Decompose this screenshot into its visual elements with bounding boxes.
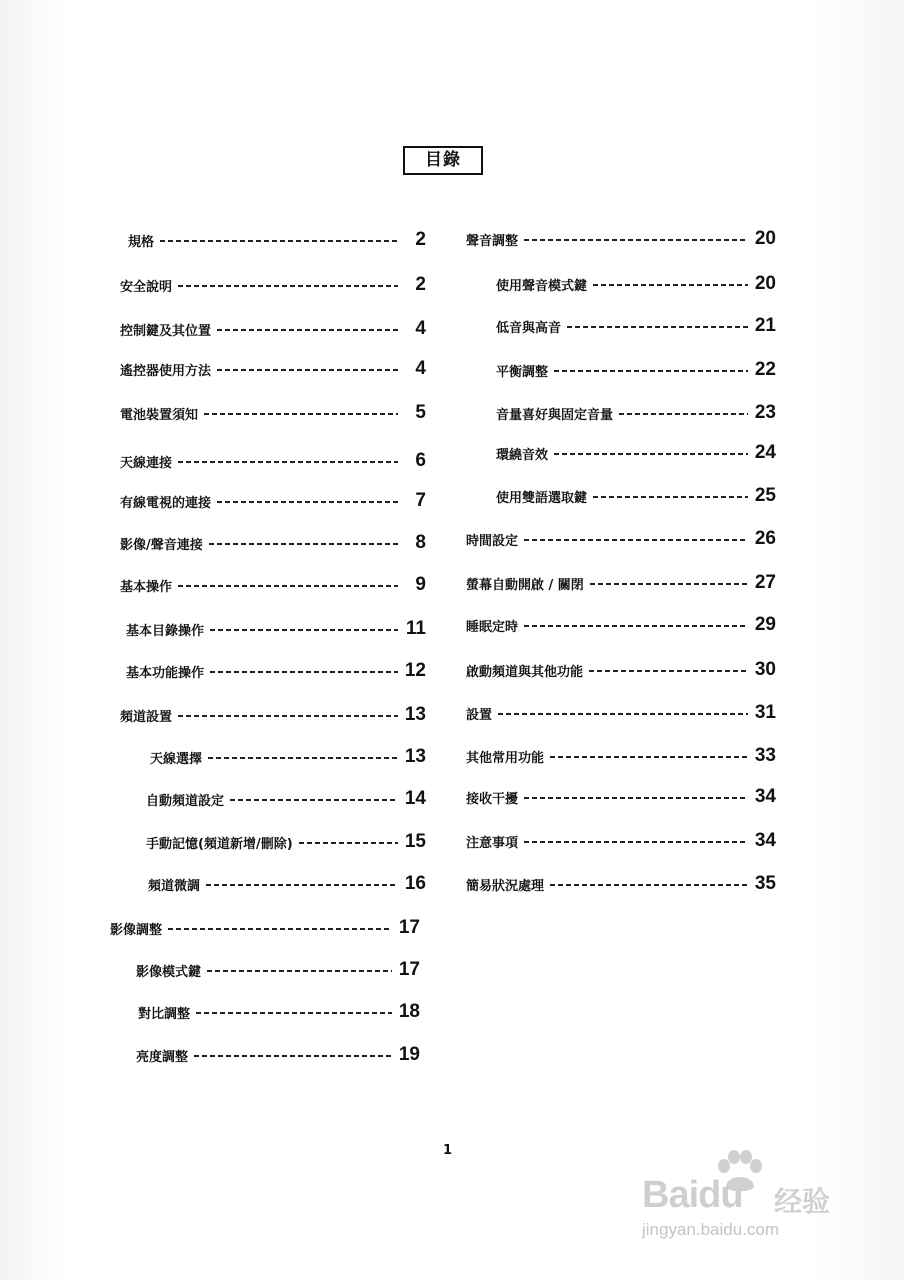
dotted-leader <box>593 284 748 286</box>
toc-entry <box>148 873 426 895</box>
toc-entry-label: 基本操作 <box>120 579 173 595</box>
dotted-leader <box>178 715 398 717</box>
toc-entry-page: 16 <box>404 873 426 894</box>
toc-entry-label: 螢幕自動開啟 / 關閉 <box>466 577 584 593</box>
toc-entry <box>466 228 776 250</box>
toc-entry-label: 低音與高音 <box>496 320 562 336</box>
toc-entry-label: 音量喜好與固定音量 <box>496 407 614 423</box>
dotted-leader <box>210 629 398 631</box>
toc-entry-label: 使用聲音模式鍵 <box>496 278 588 294</box>
dotted-leader <box>207 970 392 972</box>
toc-entry-page: 15 <box>404 831 426 852</box>
toc-entry-page: 2 <box>415 274 426 295</box>
toc-entry-label: 睡眠定時 <box>466 619 519 635</box>
toc-entry <box>466 702 776 724</box>
toc-entry-label: 平衡調整 <box>496 364 549 380</box>
toc-entry <box>466 786 776 808</box>
dotted-leader <box>524 625 748 627</box>
toc-entry-label: 使用雙語選取鍵 <box>496 490 588 506</box>
toc-entry-label: 基本功能操作 <box>126 665 205 681</box>
toc-entry <box>496 359 776 381</box>
toc-entry-page: 4 <box>415 358 426 379</box>
toc-entry-page: 2 <box>415 229 426 250</box>
toc-entry <box>120 358 426 380</box>
toc-entry <box>120 490 426 512</box>
toc-entry-page: 17 <box>398 917 420 938</box>
dotted-leader <box>217 369 398 371</box>
toc-entry-page: 6 <box>415 450 426 471</box>
toc-entry-label: 頻道設置 <box>120 709 173 725</box>
toc-entry-page: 8 <box>415 532 426 553</box>
dotted-leader <box>524 539 748 541</box>
toc-entry <box>466 873 776 895</box>
toc-entry <box>138 1001 420 1023</box>
dotted-leader <box>590 583 748 585</box>
dotted-leader <box>206 884 398 886</box>
toc-entry-label: 環繞音效 <box>496 447 549 463</box>
toc-entry <box>496 402 776 424</box>
toc-entry <box>496 485 776 507</box>
page-shade-left <box>0 0 70 1280</box>
toc-entry <box>126 618 426 640</box>
dotted-leader <box>217 329 398 331</box>
toc-entry-label: 基本目錄操作 <box>126 623 205 639</box>
dotted-leader <box>550 884 748 886</box>
toc-entry <box>146 788 426 810</box>
toc-entry <box>120 318 426 340</box>
page-number: 1 <box>443 1143 453 1158</box>
toc-entry-page: 9 <box>415 574 426 595</box>
baidu-watermark <box>640 1150 860 1250</box>
toc-entry-page: 30 <box>754 659 776 680</box>
dotted-leader <box>210 671 398 673</box>
dotted-leader <box>230 799 398 801</box>
dotted-leader <box>178 461 398 463</box>
dotted-leader <box>589 670 748 672</box>
toc-entry-label: 時間設定 <box>466 533 519 549</box>
toc-entry-label: 亮度調整 <box>136 1049 189 1065</box>
toc-entry-page: 19 <box>398 1044 420 1065</box>
toc-entry <box>466 614 776 636</box>
toc-entry-page: 24 <box>754 442 776 463</box>
dotted-leader <box>208 757 398 759</box>
toc-entry-page: 11 <box>405 618 426 639</box>
toc-entry-label: 天線選擇 <box>150 751 203 767</box>
dotted-leader <box>168 928 392 930</box>
dotted-leader <box>567 326 748 328</box>
toc-entry-page: 25 <box>754 485 776 506</box>
toc-entry-page: 13 <box>404 746 426 767</box>
dotted-leader <box>196 1012 392 1014</box>
toc-entry <box>120 704 426 726</box>
toc-entry-label: 影像模式鍵 <box>136 964 202 980</box>
dotted-leader <box>217 501 398 503</box>
dotted-leader <box>194 1055 392 1057</box>
toc-entry-label: 設置 <box>466 707 493 723</box>
toc-entry <box>146 831 426 853</box>
toc-entry-page: 12 <box>404 660 426 681</box>
toc-entry-label: 啟動頻道與其他功能 <box>466 664 584 680</box>
toc-entry-label: 自動頻道設定 <box>146 793 225 809</box>
toc-entry <box>466 659 776 681</box>
toc-entry <box>496 442 776 464</box>
toc-entry-page: 34 <box>754 830 776 851</box>
toc-entry-label: 天線連接 <box>120 455 173 471</box>
dotted-leader <box>299 842 398 844</box>
toc-entry <box>466 528 776 550</box>
toc-entry-page: 7 <box>415 490 426 511</box>
toc-entry-page: 23 <box>754 402 776 423</box>
toc-entry-page: 17 <box>398 959 420 980</box>
toc-entry-label: 有線電視的連接 <box>120 495 212 511</box>
dotted-leader <box>524 239 748 241</box>
toc-entry <box>136 1044 420 1066</box>
toc-entry-page: 5 <box>415 402 426 423</box>
toc-entry-page: 34 <box>754 786 776 807</box>
toc-entry-page: 33 <box>754 745 776 766</box>
page-shade-right <box>814 0 904 1280</box>
toc-entry-label: 接收干擾 <box>466 791 519 807</box>
watermark-brand: Baidu <box>642 1174 743 1216</box>
dotted-leader <box>619 413 748 415</box>
toc-entry-page: 31 <box>754 702 776 723</box>
toc-entry-label: 影像/聲音連接 <box>120 537 203 553</box>
toc-entry <box>466 745 776 767</box>
dotted-leader <box>498 713 748 715</box>
dotted-leader <box>524 841 748 843</box>
toc-entry-label: 其他常用功能 <box>466 750 545 766</box>
toc-entry-page: 4 <box>415 318 426 339</box>
toc-entry-page: 35 <box>754 873 776 894</box>
toc-entry-page: 20 <box>754 228 776 249</box>
watermark-brand-cn: 经验 <box>774 1185 831 1218</box>
dotted-leader <box>550 756 748 758</box>
toc-entry-label: 注意事項 <box>466 835 519 851</box>
toc-entry-page: 21 <box>754 315 776 336</box>
dotted-leader <box>524 797 748 799</box>
toc-entry-page: 13 <box>404 704 426 725</box>
toc-entry <box>466 572 776 594</box>
toc-entry-label: 安全說明 <box>120 279 173 295</box>
toc-entry <box>496 273 776 295</box>
toc-entry <box>496 315 776 337</box>
toc-entry-page: 18 <box>398 1001 420 1022</box>
watermark-url: jingyan.baidu.com <box>642 1220 780 1239</box>
toc-entry-label: 手動記憶(頻道新增/刪除) <box>146 836 293 852</box>
page-title: 目錄 <box>403 146 483 175</box>
dotted-leader <box>554 370 748 372</box>
toc-entry-label: 電池裝置須知 <box>120 407 199 423</box>
toc-entry-label: 規格 <box>128 234 155 250</box>
toc-entry-label: 簡易狀況處理 <box>466 878 545 894</box>
toc-entry-page: 26 <box>754 528 776 549</box>
dotted-leader <box>178 285 398 287</box>
toc-entry <box>110 917 420 939</box>
dotted-leader <box>593 496 748 498</box>
toc-entry-page: 29 <box>754 614 776 635</box>
toc-entry <box>120 450 426 472</box>
toc-entry-label: 聲音調整 <box>466 233 519 249</box>
toc-entry-label: 遙控器使用方法 <box>120 363 212 379</box>
toc-entry <box>150 746 426 768</box>
toc-entry-label: 對比調整 <box>138 1006 191 1022</box>
dotted-leader <box>204 413 398 415</box>
toc-entry <box>136 959 420 981</box>
toc-entry <box>120 402 426 424</box>
dotted-leader <box>209 543 398 545</box>
toc-entry <box>126 660 426 682</box>
toc-entry-page: 22 <box>754 359 776 380</box>
toc-entry-page: 27 <box>754 572 776 593</box>
toc-entry <box>466 830 776 852</box>
toc-entry <box>120 274 426 296</box>
toc-entry <box>120 574 426 596</box>
toc-entry-page: 14 <box>404 788 426 809</box>
toc-entry <box>128 229 426 251</box>
toc-entry <box>120 532 426 554</box>
toc-entry-page: 20 <box>754 273 776 294</box>
toc-entry-label: 控制鍵及其位置 <box>120 323 212 339</box>
dotted-leader <box>178 585 398 587</box>
toc-entry-label: 頻道微調 <box>148 878 201 894</box>
dotted-leader <box>554 453 748 455</box>
toc-entry-label: 影像調整 <box>110 922 163 938</box>
dotted-leader <box>160 240 398 242</box>
